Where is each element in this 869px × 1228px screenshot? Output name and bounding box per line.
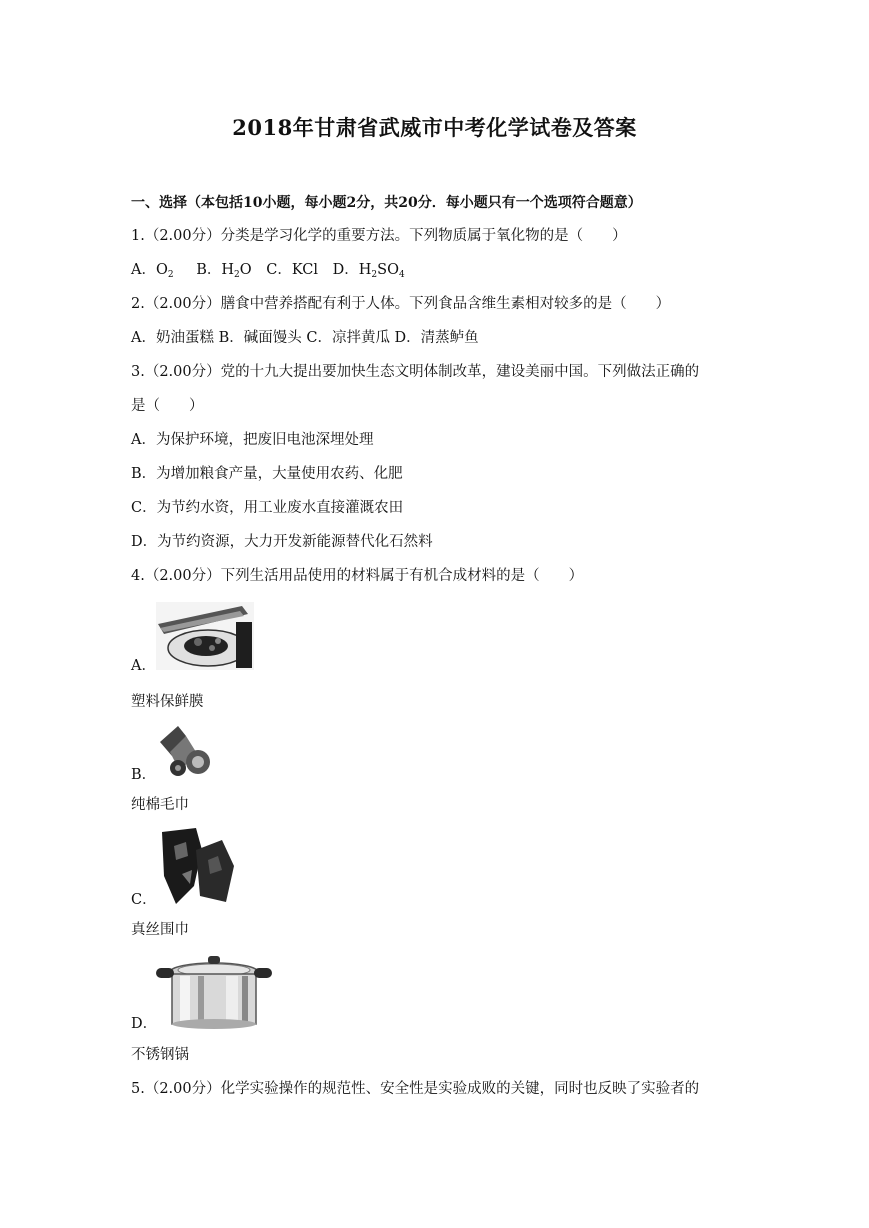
q1-option-c: C．KCl — [266, 262, 319, 278]
q4-option-b-caption: 纯棉毛巾 — [131, 797, 189, 813]
q1-option-b: B．$H_2O$ — [196, 262, 252, 280]
q4-option-d-letter: D． — [131, 1016, 158, 1032]
question-1-options — [131, 260, 405, 285]
plastic-wrap-image — [156, 602, 254, 670]
question-1-stem: 1.（2.00分）分类是学习化学的重要方法。下列物质属于氧化物的是（ ） — [131, 228, 627, 244]
q4-option-a-letter: A． — [131, 658, 156, 674]
q4-option-a-caption: 塑料保鲜膜 — [131, 694, 204, 710]
q4-option-b-letter: B． — [131, 767, 157, 783]
page-title: 2018年甘肃省武威市中考化学试卷及答案 — [232, 115, 637, 140]
q3-option-a: A．为保护环境，把废旧电池深埋处理 — [131, 432, 374, 448]
q1-option-a: A．$O_2$ — [131, 262, 174, 280]
question-3-stem-line2: 是（ ） — [131, 398, 204, 414]
question-2-stem: 2.（2.00分）膳食中营养搭配有利于人体。下列食品含维生素相对较多的是（ ） — [131, 296, 671, 312]
silk-scarf-image — [156, 826, 236, 908]
question-5-stem-line1: 5.（2.00分）化学实验操作的规范性、安全性是实验成败的关键，同时也反映了实验者的 — [131, 1081, 700, 1097]
q3-option-c: C．为节约水资，用工业废水直接灌溉农田 — [131, 500, 404, 516]
q4-option-c-letter: C． — [131, 892, 157, 908]
stainless-pot-image — [154, 952, 274, 1032]
question-4-stem: 4.（2.00分）下列生活用品使用的材料属于有机合成材料的是（ ） — [131, 568, 584, 584]
question-2-options: A．奶油蛋糕 B．碱面馒头 C．凉拌黄瓜 D．清蒸鲈鱼 — [131, 330, 479, 346]
cotton-towel-image — [156, 722, 218, 778]
q1-option-d: D．$H_2SO_4$ — [332, 262, 405, 280]
q4-option-c-caption: 真丝围巾 — [131, 922, 189, 938]
q3-option-b: B．为增加粮食产量，大量使用农药、化肥 — [131, 466, 403, 482]
q3-option-d: D．为节约资源，大力开发新能源替代化石然料 — [131, 534, 433, 550]
section-heading: 一、选择（本包括10小题，每小题2分，共20分．每小题只有一个选项符合题意） — [131, 195, 642, 211]
q4-option-d-caption: 不锈钢锅 — [131, 1047, 189, 1063]
question-3-stem-line1: 3.（2.00分）党的十九大提出要加快生态文明体制改革，建设美丽中国。下列做法正确的 — [131, 364, 700, 380]
